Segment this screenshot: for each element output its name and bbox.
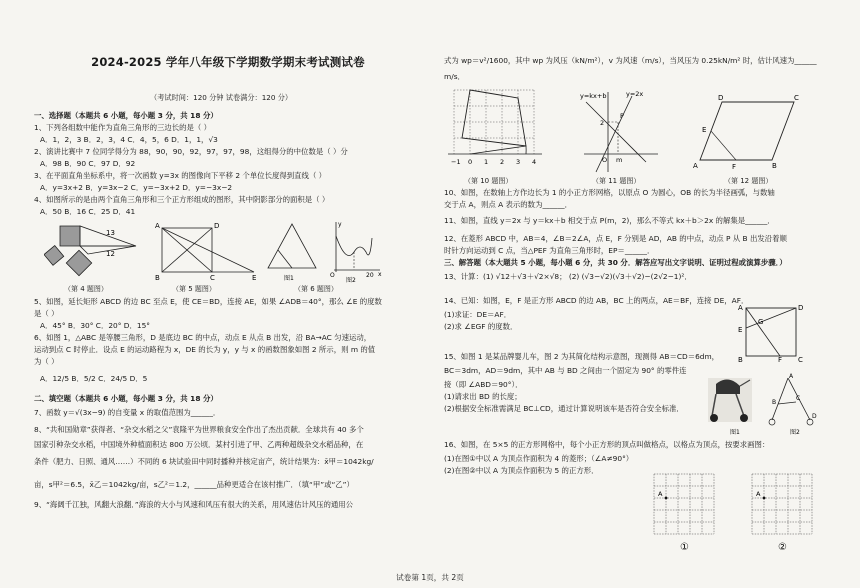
figure-5 xyxy=(150,220,260,282)
fig14-label-f: F xyxy=(778,356,783,362)
fig10-tick-3: 3 xyxy=(516,158,521,166)
fig12-label-b: B xyxy=(772,162,777,170)
fig4-label-12: 12 xyxy=(106,250,115,258)
fig15-caption-1: 图1 xyxy=(730,429,740,436)
fig10-tick-4: 4 xyxy=(532,158,537,166)
fig15-label-c: C xyxy=(796,395,801,402)
q5-options: A．45° B．30° C．20° D．15° xyxy=(40,321,150,330)
caption-fig11: （第 11 题图） xyxy=(592,177,641,185)
fig6-label-y: y xyxy=(338,221,342,228)
figure-4 xyxy=(44,218,144,280)
fig6-caption-1: 图1 xyxy=(284,275,294,282)
fig11-label-2x: y=2x xyxy=(626,90,644,98)
fig14-line-af xyxy=(746,308,780,356)
fig12-label-e: E xyxy=(702,126,707,134)
q14-part1: (1)求证：DE＝AF． xyxy=(444,310,512,319)
fig5-label-a: A xyxy=(155,222,160,230)
section-fill-heading: 二、填空题（本题共 6 小题，每小题 3 分，共 18 分） xyxy=(34,394,218,403)
fig6-label-x: x xyxy=(378,271,382,278)
fig15-label-b: B xyxy=(772,399,777,406)
fig10-tick-neg1: −1 xyxy=(451,158,461,166)
fig10-tick-1: 1 xyxy=(484,158,489,166)
q5-text-line1: 5、如图，延长矩形 ABCD 的边 BC 至点 E，使 CE＝BD，连接 AE，如果 ∠ADB＝40°，那么 ∠E 的度数 xyxy=(34,297,382,306)
grid2-label-a: A xyxy=(756,490,761,498)
fig15-caption-2: 图2 xyxy=(790,429,800,436)
q14-text-line1: 14、已知：如图，E，F 是正方形 ABCD 的边 AB，BC 上的两点，AE＝BF，连接 DE，AF． xyxy=(444,296,749,305)
figure-15 xyxy=(706,372,818,436)
fig12-label-f: F xyxy=(732,163,737,171)
q15-text-line1: 15、如图 1 是某品牌婴儿车，图 2 为其简化结构示意图，现测得 AB＝CD＝6dm， xyxy=(444,352,720,361)
caption-fig10: （第 10 题图） xyxy=(464,177,513,185)
q14-part2: (2)求 ∠EGF 的度数． xyxy=(444,322,518,331)
page-footer: 试卷第 1页，共 2页 xyxy=(396,573,464,582)
q4-text: 4、如图所示的是由两个直角三角形和三个正方形组成的图形，其中阴影部分的面积是（ ） xyxy=(34,195,330,204)
q8-text-line2: 国家引种杂交水稻，中国境外种植面积达 800 万公顷．某村引进了甲、乙两种超级杂交水稻品种，在 xyxy=(34,440,364,449)
fig11-label-m: m xyxy=(616,156,623,164)
caption-fig4: （第 4 题图） xyxy=(64,285,108,293)
q15-text-line2: BC＝3dm，AD＝9dm，其中 AB 与 BD 之间由一个固定为 90° 的零件连 xyxy=(444,366,687,375)
q10-text-line1: 10、如图，在数轴上方作边长为 1 的小正方形网格，以原点 O 为圆心，OB 的长为半径画弧，与数轴 xyxy=(444,188,775,197)
fig14-label-a: A xyxy=(738,304,743,312)
fig4-square-top xyxy=(60,226,80,246)
fig11-label-2: 2 xyxy=(600,119,605,127)
q15-part1: (1)请求出 BD 的长度； xyxy=(444,392,522,401)
fig10-square xyxy=(462,90,526,146)
q15-part2: (2)根据安全标准需满足 BC⊥CD，通过计算说明该车是否符合安全标准． xyxy=(444,404,684,413)
q6-text-line2: 运动到点 C 时停止．设点 E 的运动路程为 x，DE 的长为 y，y 与 x 的函数图象如图 2 所示，则 m 的值 xyxy=(34,345,376,354)
fig14-label-c: C xyxy=(798,356,803,362)
fig6-label-20: 20 xyxy=(366,272,374,279)
figure-11 xyxy=(578,88,660,174)
fig11-line-kxb xyxy=(586,102,646,162)
fig10-tick-2: 2 xyxy=(500,158,505,166)
fig11-label-kxb: y=kx+b xyxy=(580,92,607,100)
q2-options: A．98 B．90 C．97 D．92 xyxy=(40,159,136,168)
q8-text-line3: 条件（肥力、日照、通风……）不同的 6 块试验田中同时播种并核定亩产，统计结果为：x̄甲＝1042kg/ xyxy=(34,457,374,466)
q6-text-line3: 为（ ） xyxy=(34,357,59,366)
q16-part2: (2)在图②中以 A 为顶点作面积为 5 的正方形． xyxy=(444,466,599,475)
q16-part1: (1)在图①中以 A 为顶点作面积为 4 的菱形；（∠A≠90°） xyxy=(444,454,634,463)
q9-text-line2: 式为 wp＝v²/1600，其中 wp 为风压（kN/m²），v 为风速（m/s），当风压为 0.25kN/m² 时，估计风速为______ xyxy=(444,56,817,65)
fig11-label-o: O xyxy=(602,156,608,164)
grid-1 xyxy=(654,474,714,534)
fig14-square xyxy=(746,308,796,356)
caption-fig6: （第 6 题图） xyxy=(294,285,338,293)
exam-title: 2024-2025 学年八年级下学期数学期末考试测试卷 xyxy=(91,55,365,69)
q16-text-line1: 16、如图，在 5×5 的正方形网格中，每个小正方形的顶点叫做格点，以格点为顶点，按要求画图： xyxy=(444,440,770,449)
fig14-label-g: G xyxy=(758,318,764,326)
fig5-label-c: C xyxy=(210,274,215,282)
fig15-label-d: D xyxy=(812,413,817,420)
fig12-rhombus xyxy=(700,102,794,160)
q16-grids xyxy=(644,470,834,558)
fig12-segment-ef xyxy=(711,131,736,160)
q5-text-line2: 是（ ） xyxy=(34,309,59,318)
exam-info: （考试时间：120 分钟 试卷满分：120 分） xyxy=(150,93,293,102)
q3-options: A．y=3x+2 B．y=3x−2 C．y=−3x+2 D．y=−3x−2 xyxy=(40,183,233,192)
fig6-triangle xyxy=(268,224,316,268)
fig10-radius-ob xyxy=(470,146,526,154)
fig11-label-p: P xyxy=(620,112,624,120)
fig15-label-a: A xyxy=(789,373,794,380)
q12-text-line1: 12、在菱形 ABCD 中，AB＝4，∠B＝2∠A，点 E，F 分别是 AD，AB 的中点，动点 P 从 B 出发沿着顺 xyxy=(444,234,787,243)
q13-text: 13、计算：(1) √12＋√3＋√2×√8； (2) (√3−√2)(√3＋√2)−(2√2−1)²． xyxy=(444,272,692,281)
fig14-label-d: D xyxy=(798,304,804,312)
figure-6 xyxy=(262,218,384,284)
fig12-label-a: A xyxy=(693,162,698,170)
figure-12 xyxy=(690,90,810,172)
fig6-caption-2: 图2 xyxy=(346,277,356,284)
q10-text-line2: 交于点 A，则点 A 表示的数为______． xyxy=(444,200,573,209)
q9-text-line3: m/s． xyxy=(444,72,465,81)
grid1-point-a xyxy=(665,497,668,500)
q1-options: A．1，2，3 B．2，3，4 C．4，5，6 D．1，1，√3 xyxy=(40,135,218,144)
caption-fig5: （第 5 题图） xyxy=(172,285,216,293)
q3-text: 3、在平面直角坐标系中，将一次函数 y=3x 的图像向下平移 2 个单位长度得到直线（ ） xyxy=(34,171,327,180)
fig10-tick-0: 0 xyxy=(468,158,473,166)
grid2-caption: ② xyxy=(778,542,787,553)
q6-text-line1: 6、如图 1，△ABC 是等腰三角形，D 是底边 BC 的中点，动点 E 从点 B 出发，沿 BA→AC 匀速运动， xyxy=(34,333,372,342)
fig4-label-13: 13 xyxy=(106,229,115,237)
fig5-label-b: B xyxy=(155,274,160,282)
fig14-label-b: B xyxy=(738,356,743,362)
q7-text: 7、函数 y＝√(3x−9) 的自变量 x 的取值范围为______． xyxy=(34,408,221,417)
fig5-label-d: D xyxy=(214,222,220,230)
q9-text-line1: 9、“海阔千江独，风翻大浪翻．”海浪的大小与风速和风压有很大的关系，用风速估计风压的通用公 xyxy=(34,500,354,509)
grid-2 xyxy=(752,474,812,534)
grid1-label-a: A xyxy=(658,490,663,498)
q11-text: 11、如图，直线 y＝2x 与 y＝kx＋b 相交于点 P(m，2)，那么不等式 kx＋b＞2x 的解集是______． xyxy=(444,216,775,225)
fig12-label-c: C xyxy=(794,94,799,102)
fig5-line-ae xyxy=(162,228,254,272)
q8-text-line1: 8、“共和国勋章”获得者、“杂交水稻之父”袁隆平为世界粮食安全作出了杰出贡献．全球共有 40 多个 xyxy=(34,425,364,434)
stroller-photo xyxy=(708,378,752,422)
caption-fig12: （第 12 题图） xyxy=(724,177,773,185)
fig5-label-e: E xyxy=(252,274,257,282)
q2-text: 2、演讲比赛中 7 位同学得分为 88，90，90，92，97，97，98，这组得分的中位数是（ ）分 xyxy=(34,147,348,156)
q1-text: 1、下列各组数中能作为直角三角形的三边长的是（ ） xyxy=(34,123,212,132)
fig4-square-left xyxy=(44,246,64,266)
fig6-label-o: O xyxy=(330,272,335,279)
q6-options: A．12/5 B．5/2 C．24/5 D．5 xyxy=(40,374,148,383)
grid1-caption: ① xyxy=(680,542,689,553)
fig14-label-e: E xyxy=(738,326,743,334)
q8-text-line4: 亩，s甲²＝6.5，x̄乙＝1042kg/亩，s乙²＝1.2，______品种更适合在该村推广．（填“甲”或“乙”） xyxy=(34,480,354,489)
section-answer-heading: 三、解答题（本大题共 5 小题，每小题 6 分，共 30 分．解答应写出文字说明、证明过程或演算步骤．） xyxy=(444,258,787,267)
figure-10 xyxy=(446,84,546,170)
fig12-label-d: D xyxy=(718,94,724,102)
q15-text-line3: 接（即 ∠ABD＝90°）． xyxy=(444,380,523,389)
grid2-point-a xyxy=(763,497,766,500)
figure-14 xyxy=(734,302,814,362)
q4-options: A．50 B．16 C．25 D．41 xyxy=(40,207,136,216)
q12-text-line2: 时针方向运动到 C 点，当△PEF 为直角三角形时，EP＝______． xyxy=(444,246,655,255)
fig6-segment-de xyxy=(278,250,292,268)
section-choice-heading: 一、选择题（本题共 6 小题，每小题 3 分，共 18 分） xyxy=(34,111,218,120)
